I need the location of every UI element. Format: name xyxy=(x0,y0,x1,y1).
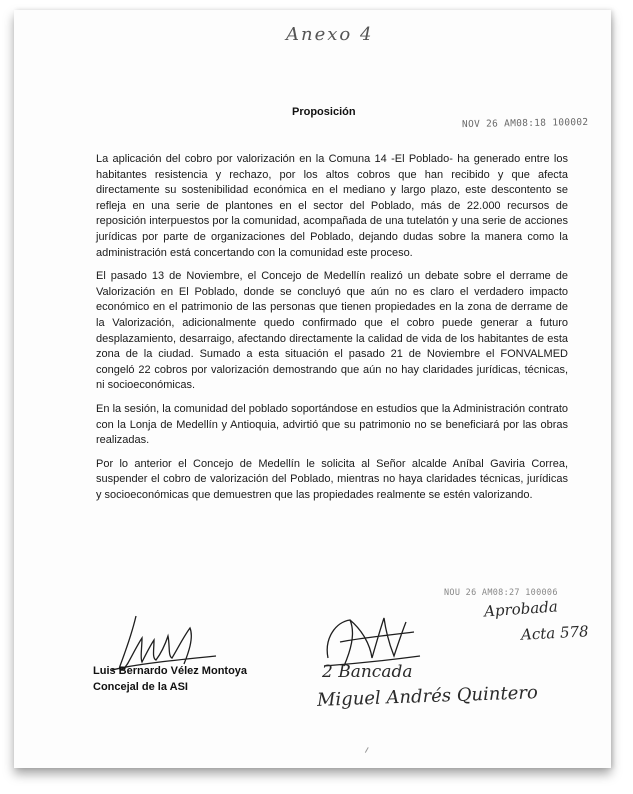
bancada-handwritten: 2 Bancada xyxy=(322,662,413,682)
signatory-1-role: Concejal de la ASI xyxy=(93,681,188,693)
document-title: Proposición xyxy=(292,106,356,118)
acta-number-handwritten: Acta 578 xyxy=(520,622,590,644)
annex-handwritten-note: Anexo 4 xyxy=(286,24,374,45)
approval-stamp: NOU 26 AM08:27 100006 xyxy=(444,588,558,598)
approved-handwritten: Aprobada xyxy=(483,597,559,621)
paragraph-4: Por lo anterior el Concejo de Medellín le solicita al Señor alcalde Aníbal Gaviria Correa, suspender el cobro de valorización del Poblado, mientras no haya claridades técnicas, jurídicas y socioeconómicas que demuestren que las propiedades realmente se estén valorizando. xyxy=(96,457,568,501)
signatory-1-name: Luis Bernardo Vélez Montoya xyxy=(93,665,248,677)
paragraph-1: La aplicación del cobro por valorización en la Comuna 14 -El Poblado- ha generado entre los habitantes resistencia y rechazo, por los altos cobros que han recibido y que afecta directamente su sostenibilidad económica en el mediano y largo plazo, este descontento se refleja en una serie de plantones en el sector del Poblado, más de 22.000 recursos de reposición interpuestos por la comunidad, acompañada de una tutelatón y una serie de acciones jurídicas por parte de organizaciones del Poblado, dejando dudas sobre la manera como la administración está concertando con la comunidad este proceso. xyxy=(96,153,568,259)
received-stamp: NOV 26 AM08:18 100002 xyxy=(461,116,589,131)
small-mark xyxy=(365,747,372,755)
signatory-1-block xyxy=(93,663,247,695)
signatory-2-name-handwritten: Miguel Andrés Quintero xyxy=(316,682,539,711)
paragraph-3: En la sesión, la comunidad del poblado soportándose en estudios que la Administración contrato con la Lonja de Medellín y Antioquia, advirtió que su patrimonio no se beneficiará por las obras realizadas. xyxy=(96,402,568,447)
document-body xyxy=(96,152,568,511)
document-page xyxy=(14,10,611,768)
paragraph-2: El pasado 13 de Noviembre, el Concejo de Medellín realizó un debate sobre el derrame de Valorización en El Poblado, donde se concluyó que aún no es claro el verdadero impacto económico en el patrimonio de las personas que tienen propiedades en la zona de derrame de la Valorización, adicionalmente quedo confirmado que el cobro puede generar a futuro desplazamiento, desarraigo, afectando directamente la calidad de vida de los habitantes de esta zona de la ciudad. Sumado a esta situación el pasado 21 de Noviembre el FONVALMED congeló 22 cobros por valorización demostrando que aún no hay claridades jurídicas, técnicas, ni socioeconómicas. xyxy=(96,270,568,392)
